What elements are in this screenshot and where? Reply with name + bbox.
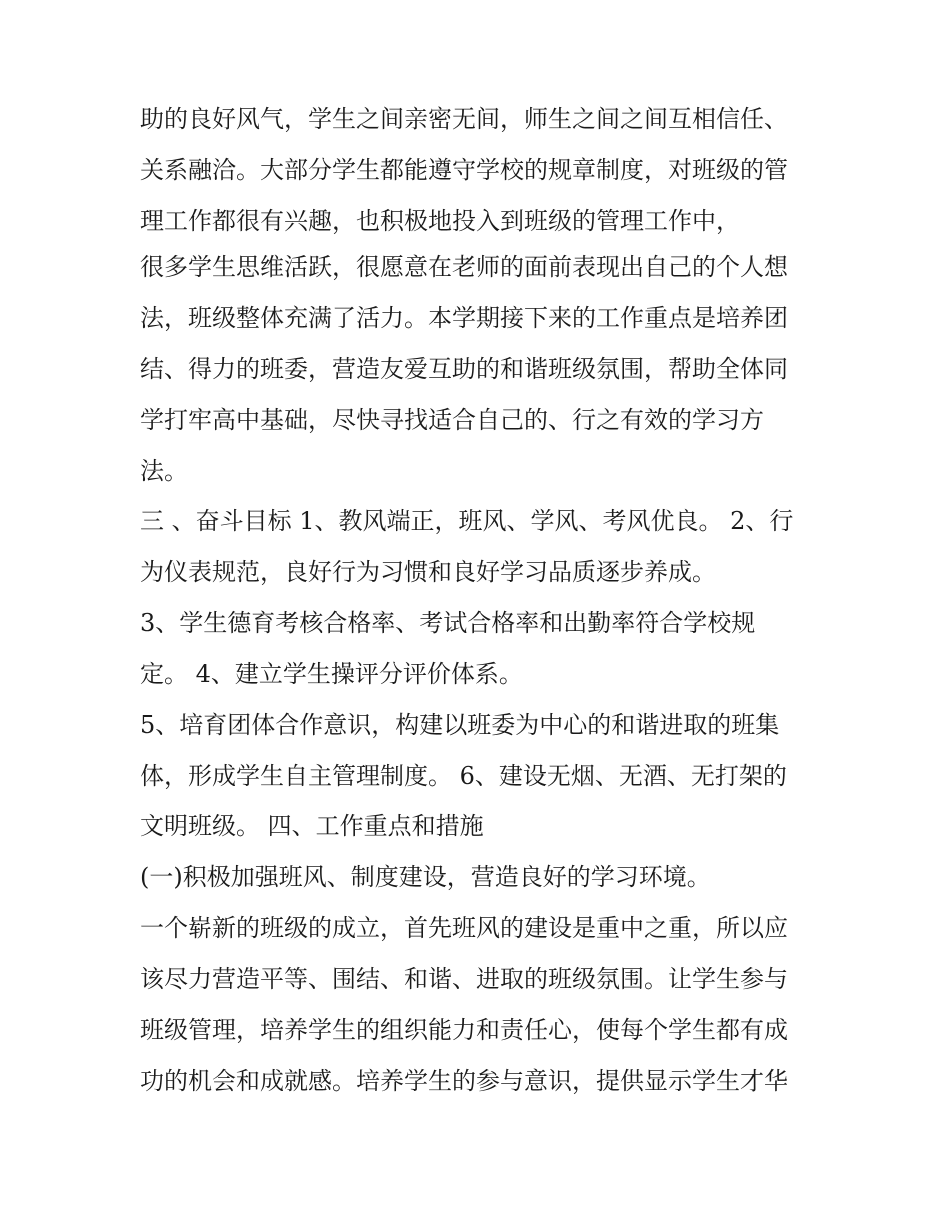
text-line: 理工作都很有兴趣，也积极地投入到班级的管理工作中， — [140, 207, 740, 235]
text-line: 功的机会和成就感。培养学生的参与意识，提供显示学生才华 — [140, 1067, 788, 1095]
text-line: 助的良好风气，学生之间亲密无间，师生之间之间互相信任、 — [140, 105, 788, 133]
text-line: 为仪表规范，良好行为习惯和良好学习品质逐步养成。 — [140, 558, 716, 586]
text-line: (一)积极加强班风、制度建设，营造良好的学习环境。 — [140, 863, 711, 891]
text-line: 学打牢高中基础，尽快寻找适合自己的、行之有效的学习方 — [140, 406, 764, 434]
text-line: 法。 — [140, 457, 188, 485]
text-line: 定。 4、建立学生操评分评价体系。 — [140, 660, 523, 688]
text-line: 班级管理，培养学生的组织能力和责任心，使每个学生都有成 — [140, 1016, 788, 1044]
text-line: 关系融洽。大部分学生都能遵守学校的规章制度，对班级的管 — [140, 156, 788, 184]
text-line: 法，班级整体充满了活力。本学期接下来的工作重点是培养团 — [140, 304, 788, 332]
text-line: 很多学生思维活跃，很愿意在老师的面前表现出自己的个人想 — [140, 253, 788, 281]
text-line: 体，形成学生自主管理制度。 6、建设无烟、无酒、无打架的 — [140, 762, 787, 790]
text-line: 文明班级。 四、工作重点和措施 — [140, 812, 484, 840]
text-line: 三 、奋斗目标 1、教风端正，班风、学风、考风优良。 2、行 — [140, 507, 794, 535]
text-line: 一个崭新的班级的成立，首先班风的建设是重中之重，所以应 — [140, 914, 788, 942]
text-line: 5、培育团体合作意识，构建以班委为中心的和谐进取的班集 — [140, 711, 780, 739]
text-line: 该尽力营造平等、围结、和谐、进取的班级氛围。让学生参与 — [140, 965, 788, 993]
text-line: 3、学生德育考核合格率、考试合格率和出勤率符合学校规 — [140, 609, 756, 637]
text-line: 结、得力的班委，营造友爱互助的和谐班级氛围，帮助全体同 — [140, 355, 788, 383]
